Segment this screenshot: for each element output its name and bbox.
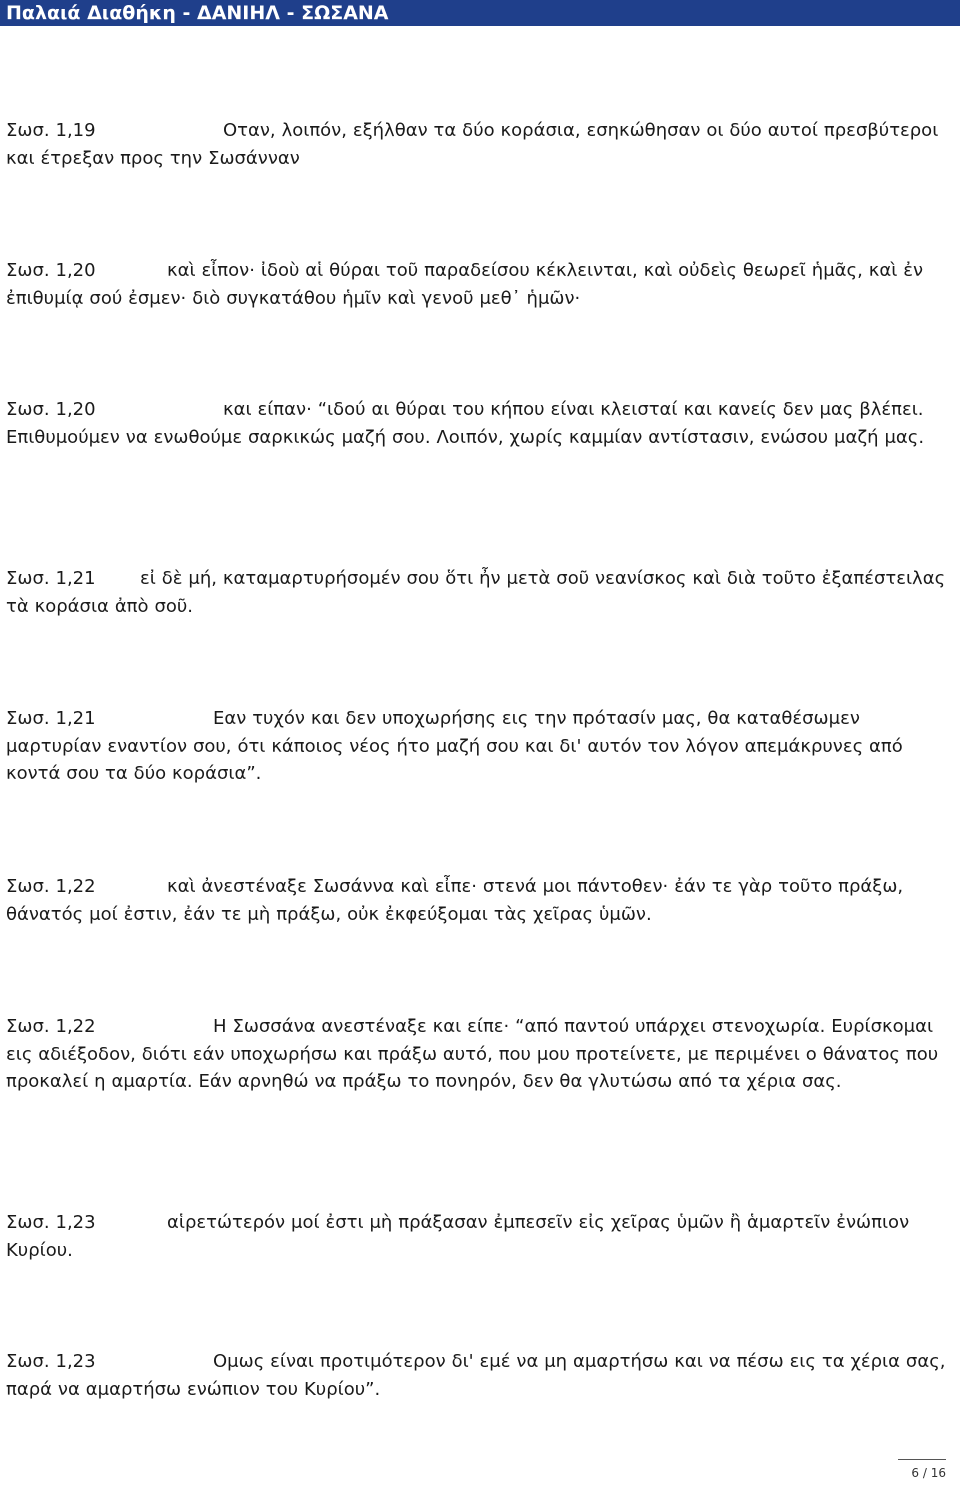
verse-text: αἱρετώτερόν μοί ἐστι μὴ πράξασαν ἐμπεσεῖν εἰς χεῖρας ὑμῶν ἢ ἁμαρτεῖν ἐνώπιον Κυρίου. [6,1212,910,1261]
page-number: 6 / 16 [911,1466,946,1480]
verse-reference: Σωσ. 1,21 [6,708,96,729]
verse-block [6,257,951,312]
verse-reference: Σωσ. 1,23 [6,1212,96,1233]
verse-reference: Σωσ. 1,21 [6,568,96,589]
footer-divider [898,1459,946,1460]
verse-block [6,1209,951,1264]
document-title: Παλαιά Διαθήκη - ΔΑΝΙΗΛ - ΣΩΣΑΝΑ [6,2,389,24]
verse-text: Ομως είναι προτιμότερον δι' εμέ να μη αμαρτήσω και να πέσω εις τα χέρια σας, παρά να αμαρτήσω ενώπιον του Κυρίου”. [6,1351,946,1400]
verse-block [6,117,951,172]
verse-reference: Σωσ. 1,22 [6,876,96,897]
verse-block [6,396,951,451]
verse-block [6,705,951,788]
verse-text: και είπαν· “ιδού αι θύραι του κήπου είναι κλεισταί και κανείς δεν μας βλέπει. Επιθυμούμεν να ενωθούμε σαρκικώς μαζή σου. Λοιπόν, χωρίς καμμίαν αντίστασιν, ενώσου μαζή μας. [6,399,925,448]
page-header [0,0,960,26]
verse-reference: Σωσ. 1,20 [6,260,96,281]
verse-block [6,1348,951,1403]
verse-reference: Σωσ. 1,19 [6,120,96,141]
verse-reference: Σωσ. 1,22 [6,1016,96,1037]
verse-block [6,873,951,928]
verse-text: καὶ εἶπον· ἰδοὺ αἱ θύραι τοῦ παραδείσου κέκλεινται, καὶ οὐδεὶς θεωρεῖ ἡμᾶς, καὶ ἐν ἐπιθυμίᾳ σού ἐσμεν· διὸ συγκατάθου ἡμῖν καὶ γενοῦ μεθ᾿ ἡμῶν· [6,260,924,309]
verse-text: Η Σωσσάνα ανεστέναξε και είπε· “από παντού υπάρχει στενοχωρία. Ευρίσκομαι εις αδιέξοδον, διότι εάν υποχωρήσω και πράξω αυτό, που μου προτείνετε, με περιμένει ο θάνατος που προκαλεί η αμαρτία. Εάν αρνηθώ να πράξω το πονηρόν, δεν θα γλυτώσω από τα χέρια σας. [6,1016,939,1092]
verse-text: καὶ ἀνεστέναξε Σωσάννα καὶ εἶπε· στενά μοι πάντοθεν· ἐάν τε γὰρ τοῦτο πράξω, θάνατός μοί ἐστιν, ἐάν τε μὴ πράξω, οὐκ ἐκφεύξομαι τὰς χεῖρας ὑμῶν. [6,876,904,925]
verse-reference: Σωσ. 1,20 [6,399,96,420]
verse-text: Εαν τυχόν και δεν υποχωρήσης εις την πρότασίν μας, θα καταθέσωμεν μαρτυρίαν εναντίον σου, ότι κάποιος νέος ήτο μαζή σου και δι' αυτόν τον λόγον απεμάκρυνες από κοντά σου τα δύο κοράσια”. [6,708,903,784]
verse-text: εἰ δὲ μή, καταμαρτυρήσομέν σου ὅτι ἦν μετὰ σοῦ νεανίσκος καὶ διὰ τοῦτο ἐξαπέστειλας τὰ κοράσια ἀπὸ σοῦ. [6,568,946,617]
verse-reference: Σωσ. 1,23 [6,1351,96,1372]
verse-text: Οταν, λοιπόν, εξήλθαν τα δύο κοράσια, εσηκώθησαν οι δύο αυτοί πρεσβύτεροι και έτρεξαν προς την Σωσάνναν [6,120,939,169]
verse-block [6,565,951,620]
verse-block [6,1013,951,1096]
